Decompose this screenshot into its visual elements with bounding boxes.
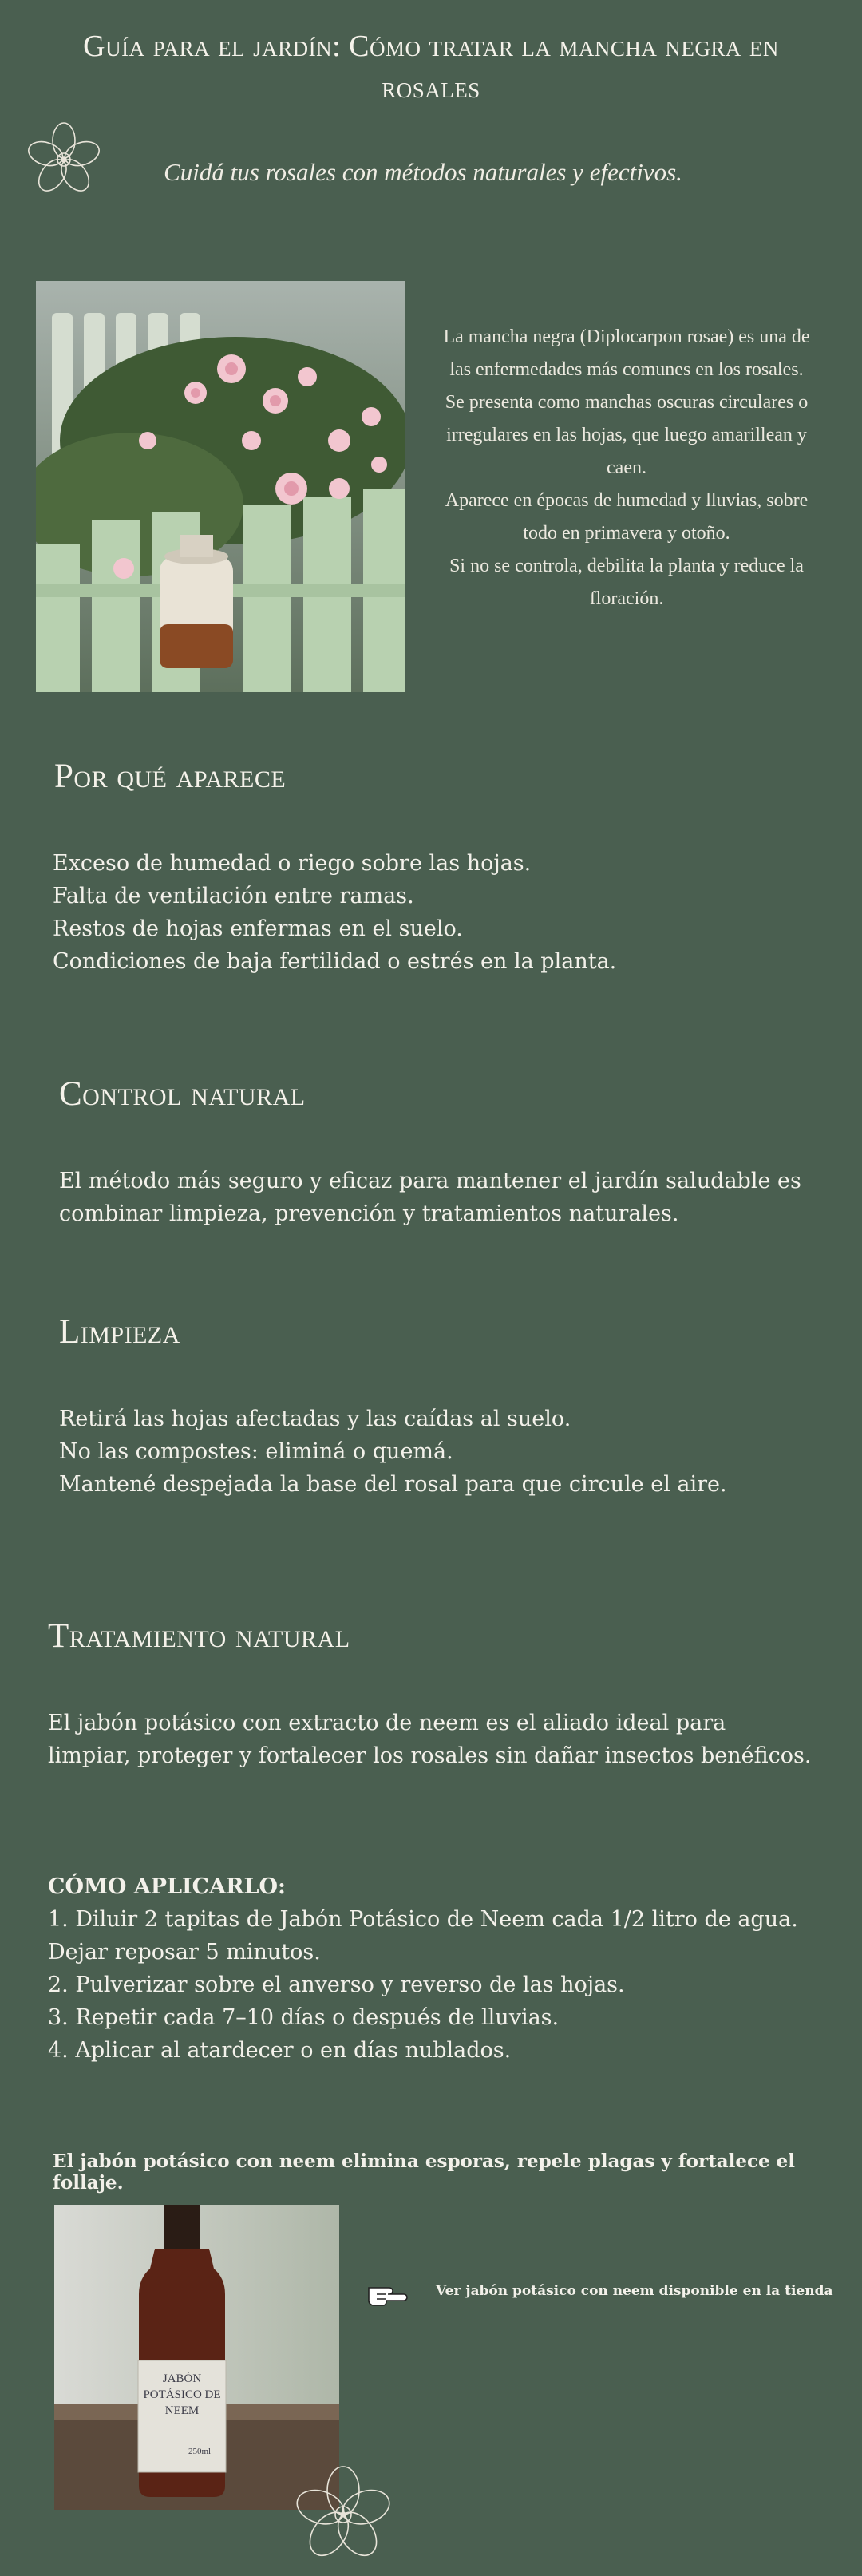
shop-link[interactable]: Ver jabón potásico con neem disponible en la tienda xyxy=(436,2283,833,2299)
treatment-heading: Tratamiento natural xyxy=(48,1617,350,1655)
how-to-step: 3. Repetir cada 7–10 días o después de lluvias. xyxy=(48,2005,560,2030)
highlight-text: El jabón potásico con neem elimina esporas, repele plagas y fortalece el follaje. xyxy=(53,2151,795,2194)
intro-line: La mancha negra (Diplocarpon rosae) es una de las enfermedades más comunes en los rosales. xyxy=(443,326,810,380)
page-title: Guía para el jardín: Cómo tratar la mancha negra en rosales xyxy=(83,30,779,105)
intro-text xyxy=(431,321,822,615)
how-to-step: 4. Aplicar al atardecer o en días nublados. xyxy=(48,2038,512,2063)
bottle-label-line: JABÓN xyxy=(162,2372,202,2385)
rose-fence-photo xyxy=(36,281,405,692)
bottle-label-line: POTÁSICO DE xyxy=(143,2388,221,2401)
list-item: Condiciones de baja fertilidad o estrés en la planta. xyxy=(53,949,617,974)
pointing-hand-icon[interactable] xyxy=(366,2277,410,2309)
list-item: No las compostes: eliminá o quemá. xyxy=(59,1439,453,1464)
control-heading: Control natural xyxy=(59,1075,306,1113)
list-item: Exceso de humedad o riego sobre las hojas. xyxy=(53,851,532,876)
how-to-step: 2. Pulverizar sobre el anverso y reverso de las hojas. xyxy=(48,1973,625,1997)
flower-outline-icon xyxy=(283,2459,403,2570)
treatment-text: El jabón potásico con extracto de neem es el aliado ideal para limpiar, proteger y fortalecer los rosales sin dañar insectos benéficos. xyxy=(48,1711,812,1768)
intro-line: Aparece en épocas de humedad y lluvias, sobre todo en primavera y otoño. xyxy=(445,490,809,544)
page-subtitle: Cuidá tus rosales con métodos naturales y efectivos. xyxy=(164,158,682,186)
control-text: El método más seguro y eficaz para mantener el jardín saludable es combinar limpieza, prevención y tratamientos naturales. xyxy=(59,1169,801,1226)
intro-line: Si no se controla, debilita la planta y reduce la floración. xyxy=(449,556,804,609)
causes-list xyxy=(53,847,819,978)
list-item: Restos de hojas enfermas en el suelo. xyxy=(53,916,463,941)
bottle-volume: 250ml xyxy=(188,2447,212,2456)
bottle-label-line: NEEM xyxy=(164,2404,200,2417)
cleaning-list xyxy=(59,1403,825,1501)
cleaning-heading: Limpieza xyxy=(59,1313,180,1351)
list-item: Retirá las hojas afectadas y las caídas al suelo. xyxy=(59,1407,571,1431)
how-to-step: 1. Diluir 2 tapitas de Jabón Potásico de Neem cada 1/2 litro de agua. Dejar reposar 5 minutos. xyxy=(48,1907,798,1965)
causes-heading: Por qué aparece xyxy=(54,758,287,795)
intro-line: Se presenta como manchas oscuras circulares o irregulares en las hojas, que luego amarillean y caen. xyxy=(445,392,809,478)
how-to-heading: CÓMO APLICARLO: xyxy=(48,1874,287,1899)
list-item: Mantené despejada la base del rosal para que circule el aire. xyxy=(59,1472,727,1497)
how-to-block xyxy=(48,1870,814,2067)
flower-outline-icon xyxy=(24,120,104,200)
list-item: Falta de ventilación entre ramas. xyxy=(53,884,414,908)
